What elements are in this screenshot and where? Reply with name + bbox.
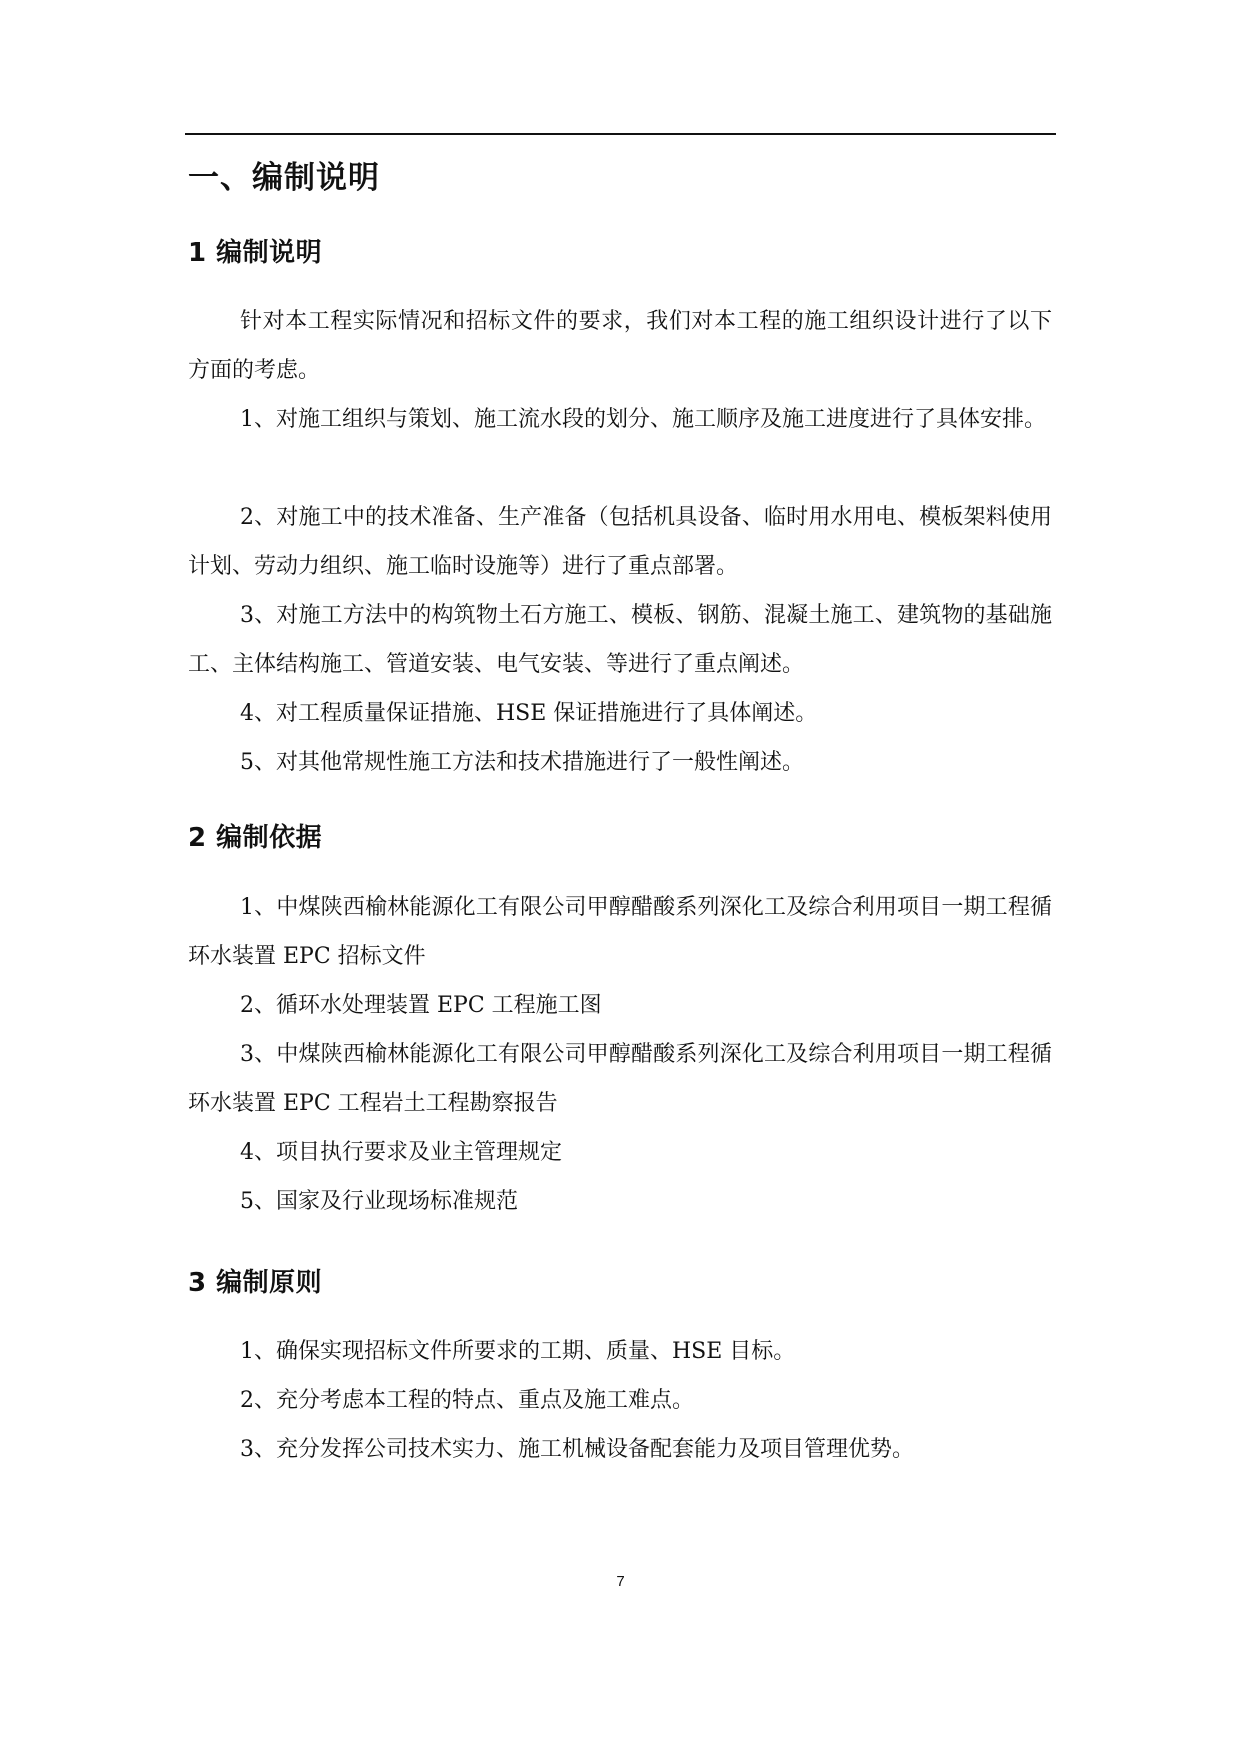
section-1-item-4: 4、对工程质量保证措施、HSE 保证措施进行了具体阐述。 xyxy=(240,701,818,726)
section-3-item-2: 2、充分考虑本工程的特点、重点及施工难点。 xyxy=(240,1388,694,1413)
section-1-item-1: 1、对施工组织与策划、施工流水段的划分、施工顺序及施工进度进行了具体安排。 xyxy=(240,407,1046,432)
chapter-heading: 一、编制说明 xyxy=(188,160,380,196)
page-number: 7 xyxy=(616,1573,625,1590)
section-title-2: 2 编制依据 xyxy=(188,823,323,853)
section-3-item-1: 1、确保实现招标文件所要求的工期、质量、HSE 目标。 xyxy=(240,1339,796,1364)
section-2-item-5: 5、国家及行业现场标准规范 xyxy=(240,1189,518,1214)
section-2-item-3: 3、中煤陕西榆林能源化工有限公司甲醇醋酸系列深化工及综合利用项目一期工程循环水装置 EPC 工程岩土工程勘察报告 xyxy=(188,1042,1052,1116)
section-3-item-3: 3、充分发挥公司技术实力、施工机械设备配套能力及项目管理优势。 xyxy=(240,1437,914,1462)
section-2-item-2: 2、循环水处理装置 EPC 工程施工图 xyxy=(240,993,602,1018)
section-2-item-1: 1、中煤陕西榆林能源化工有限公司甲醇醋酸系列深化工及综合利用项目一期工程循环水装置 EPC 招标文件 xyxy=(188,895,1052,969)
section-1-item-5: 5、对其他常规性施工方法和技术措施进行了一般性阐述。 xyxy=(240,750,804,775)
section-2-item-4: 4、项目执行要求及业主管理规定 xyxy=(240,1140,562,1165)
header-rule xyxy=(185,133,1056,135)
section-title-1: 1 编制说明 xyxy=(188,238,323,268)
section-1-intro: 针对本工程实际情况和招标文件的要求，我们对本工程的施工组织设计进行了以下方面的考虑。 xyxy=(188,309,1052,383)
section-title-3: 3 编制原则 xyxy=(188,1268,323,1298)
section-1-item-2: 2、对施工中的技术准备、生产准备（包括机具设备、临时用水用电、模板架料使用计划、劳动力组织、施工临时设施等）进行了重点部署。 xyxy=(188,505,1052,579)
section-1-item-3: 3、对施工方法中的构筑物土石方施工、模板、钢筋、混凝土施工、建筑物的基础施工、主体结构施工、管道安装、电气安装、等进行了重点阐述。 xyxy=(188,603,1052,677)
